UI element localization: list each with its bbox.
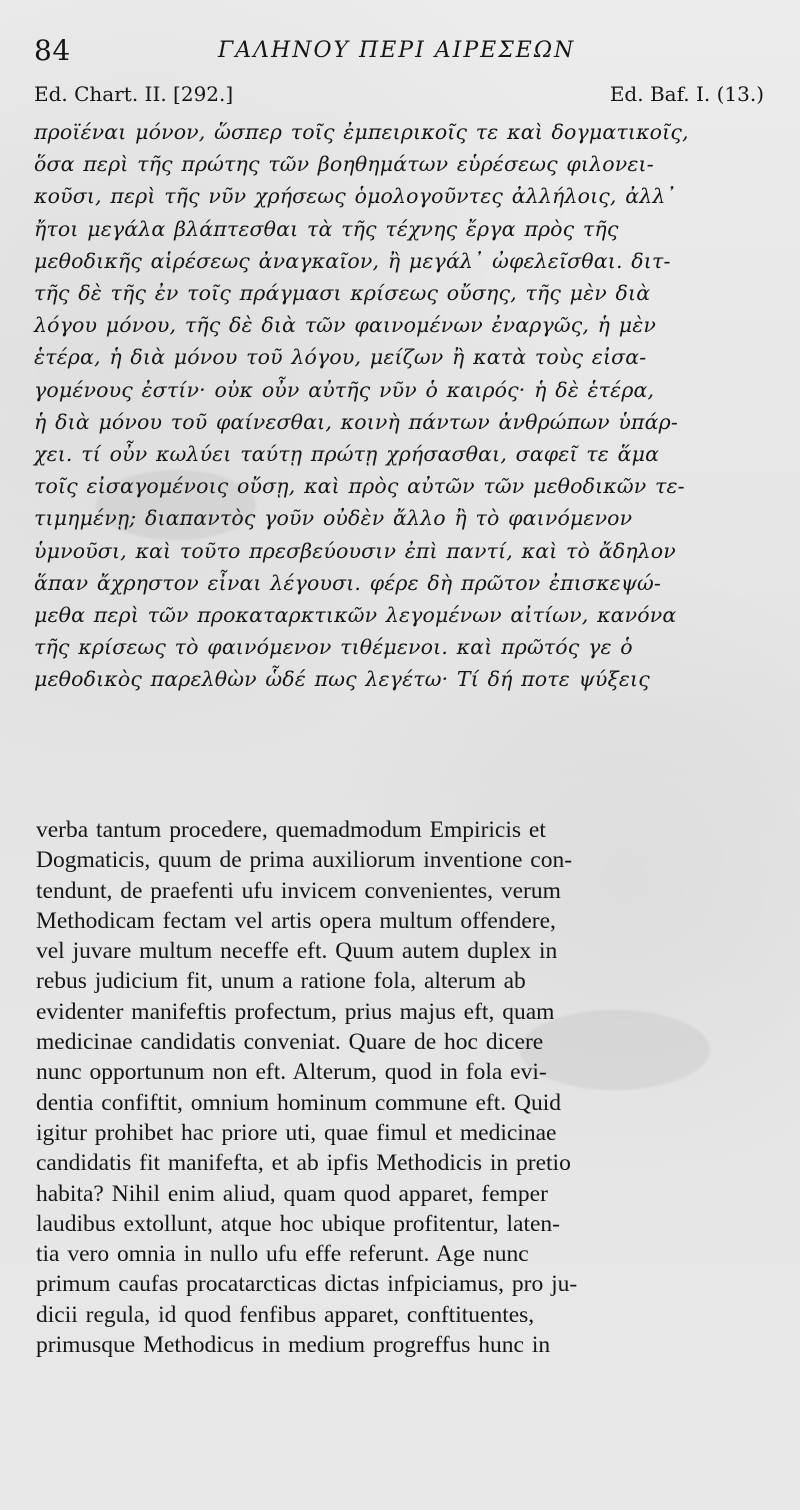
latin-line: rebus judicium fit, unum a ratione fola, alterum ab — [36, 968, 526, 995]
latin-line: laudibus extollunt, atque hoc ubique profitentur, laten- — [36, 1210, 561, 1237]
edition-references — [34, 82, 764, 112]
greek-line: χει. τί οὖν κωλύει ταύτῃ πρώτῃ χρήσασθαι, σαφεῖ τε ἅμα — [34, 442, 660, 467]
greek-line: ἅπαν ἄχρηστον εἶναι λέγουσι. φέρε δὴ πρῶτον ἐπισκεψώ- — [34, 570, 661, 595]
latin-line: verba tantum procedere, quemadmodum Empiricis et — [36, 817, 546, 843]
greek-line: μεθοδικὸς παρελθὼν ὧδέ πως λεγέτω· Τί δή ποτε ψύξεις — [34, 667, 650, 692]
greek-line: τοῖς εἰσαγομένοις οὔσῃ, καὶ πρὸς αὐτῶν τῶν μεθοδικῶν τε- — [34, 474, 685, 499]
latin-line: vel juvare multum neceffe eft. Quum autem duplex in — [36, 938, 558, 965]
greek-line: ἡ διὰ μόνου τοῦ φαίνεσθαι, κοινὴ πάντων ἀνθρώπων ὑπάρ- — [34, 409, 678, 434]
latin-line: primusque Methodicus in medium progreffus hunc in — [36, 1332, 551, 1359]
latin-text-block — [36, 815, 766, 1360]
greek-line: μεθα περὶ τῶν προκαταρκτικῶν λεγομένων αἰτίων, κανόνα — [34, 603, 677, 628]
edition-reference-right: Ed. Baf. I. (13.) — [609, 82, 764, 106]
latin-line: Methodicam fectam vel artis opera multum offendere, — [36, 907, 556, 934]
greek-line: τιμημένῃ; διαπαντὸς γοῦν οὐδὲν ἄλλο ἢ τὸ φαινόμενον — [34, 506, 633, 531]
latin-line: evidenter manifeftis profectum, prius majus eft, quam — [36, 998, 555, 1025]
greek-line: προϊέναι μόνον, ὥσπερ τοῖς ἐμπειρικοῖς τε καὶ δογματικοῖς, — [34, 120, 689, 144]
latin-line: dicii regula, id quod fenfibus apparet, conftituentes, — [36, 1301, 535, 1328]
running-head: ΓΑΛΗΝΟΥ ΠΕΡΙ ΑΙΡΕΣΕΩΝ — [218, 38, 576, 63]
latin-line: dentia confiftit, omnium hominum commune eft. Quid — [36, 1089, 561, 1116]
greek-line: τῆς κρίσεως τὸ φαινόμενον τιθέμενοι. καὶ πρῶτός γε ὁ — [34, 635, 633, 660]
latin-line: tia vero omnia in nullo ufu effe referunt. Age nunc — [36, 1241, 529, 1268]
latin-line: medicinae candidatis conveniat. Quare de hoc dicere — [36, 1029, 544, 1056]
latin-line: nunc opportunum non eft. Alterum, quod in fola evi- — [36, 1059, 547, 1086]
greek-line: ὑμνοῦσι, καὶ τοῦτο πρεσβεύουσιν ἐπὶ παντί, καὶ τὸ ἄδηλον — [34, 538, 676, 563]
greek-line: λόγου μόνου, τῆς δὲ διὰ τῶν φαινομένων ἐναργῶς, ἡ μὲν — [34, 313, 657, 338]
latin-line: tendunt, de praefenti ufu invicem convenientes, verum — [36, 877, 561, 904]
page-header — [28, 34, 776, 74]
latin-line: igitur prohibet hac priore uti, quae fimul et medicinae — [36, 1119, 557, 1146]
greek-line: ἑτέρα, ἡ διὰ μόνου τοῦ λόγου, μείζων ἢ κατὰ τοὺς εἰσα- — [34, 345, 647, 370]
latin-line: Dogmaticis, quum de prima auxiliorum inventione con- — [36, 847, 573, 874]
greek-text-block — [34, 116, 764, 696]
latin-line: candidatis fit manifefta, et ab ipfis Methodicis in pretio — [36, 1150, 571, 1177]
latin-line: primum caufas procatarcticas dictas infpiciamus, pro ju- — [36, 1271, 578, 1298]
greek-line: γομένους ἐστίν· οὐκ οὖν αὐτῆς νῦν ὁ καιρός· ἡ δὲ ἑτέρα, — [34, 377, 655, 402]
greek-line: ἤτοι μεγάλα βλάπτεσθαι τὰ τῆς τέχνης ἔργα πρὸς τῆς — [34, 216, 619, 241]
greek-line: κοῦσι, περὶ τῆς νῦν χρήσεως ὁμολογοῦντες ἀλλήλοις, ἀλλ᾽ — [34, 184, 676, 209]
greek-line: τῆς δὲ τῆς ἐν τοῖς πράγμασι κρίσεως οὔσης, τῆς μὲν διὰ — [34, 281, 651, 306]
edition-reference-left: Ed. Chart. II. [292.] — [34, 82, 234, 106]
page-number: 84 — [34, 34, 71, 67]
greek-line: μεθοδικῆς αἱρέσεως ἀναγκαῖον, ἢ μεγάλ᾽ ὠφελεῖσθαι. διτ- — [34, 248, 671, 273]
greek-line: ὅσα περὶ τῆς πρώτης τῶν βοηθημάτων εὑρέσεως φιλονει- — [34, 152, 654, 177]
latin-line: habita? Nihil enim aliud, quam quod apparet, femper — [36, 1180, 548, 1207]
